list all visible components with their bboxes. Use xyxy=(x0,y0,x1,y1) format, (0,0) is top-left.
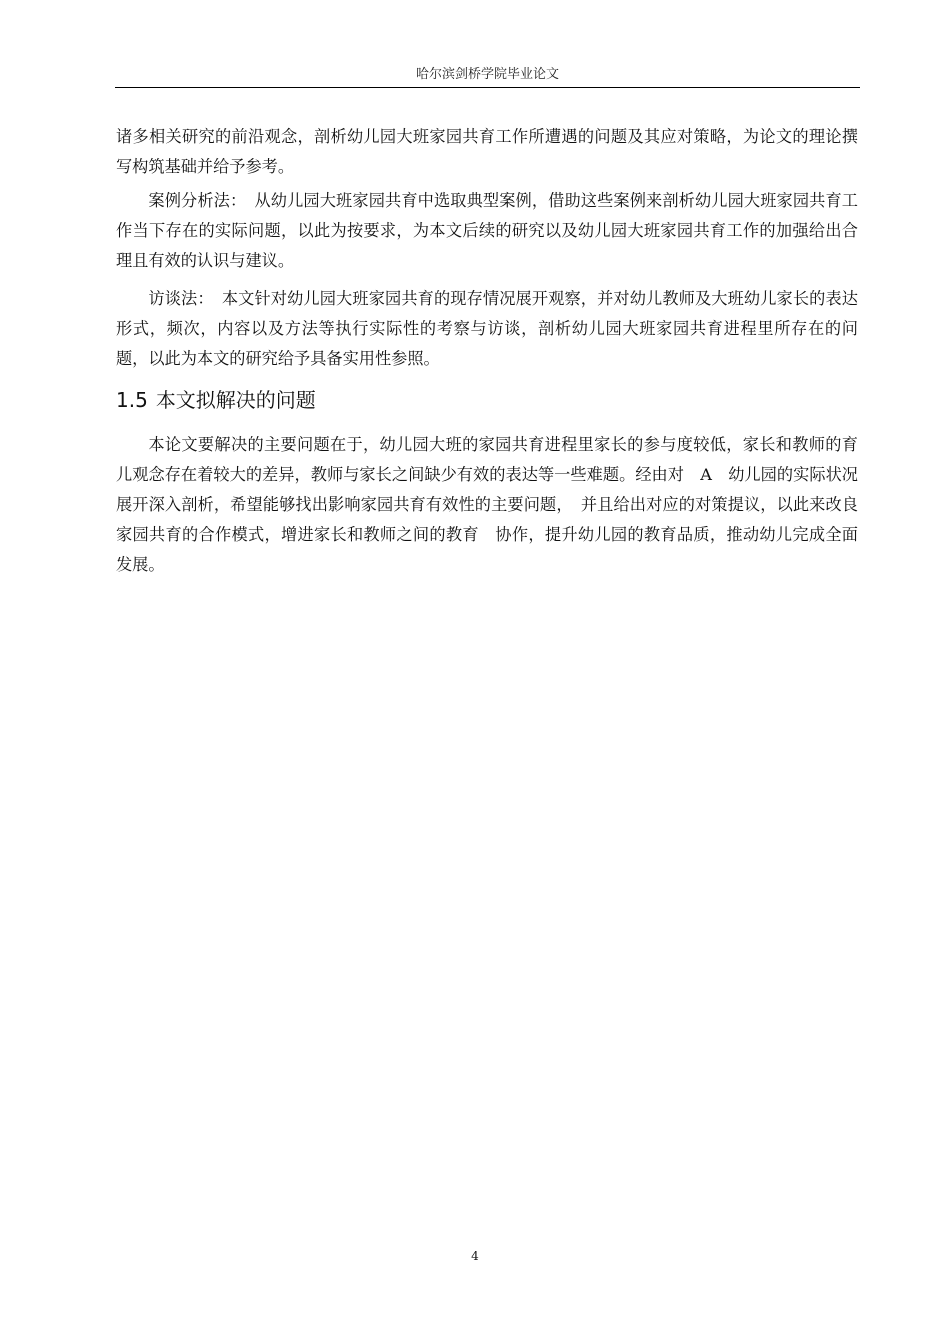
header-divider xyxy=(115,87,860,88)
paragraph-interview: 访谈法： 本文针对幼儿园大班家园共育的现存情况展开观察，并对幼儿教师及大班幼儿家长的表达形式，频次，内容以及方法等执行实际性的考察与访谈，剖析幼儿园大班家园共育进程里所存在的问题，以此为本文的研究给予具备实用性参照。 xyxy=(116,289,858,368)
paragraph-case-analysis: 案例分析法： 从幼儿园大班家园共育中选取典型案例，借助这些案例来剖析幼儿园大班家园共育工作当下存在的实际问题，以此为按要求，为本文后续的研究以及幼儿园大班家园共育工作的加强给出合理且有效的认识与建议。 xyxy=(116,191,858,270)
section-number: 1.5 xyxy=(116,388,148,412)
paragraph-continuation: 诸多相关研究的前沿观念，剖析幼儿园大班家园共育工作所遭遇的问题及其应对策略，为论文的理论撰写构筑基础并给予参考。 xyxy=(116,127,858,176)
page-number: 4 xyxy=(471,1249,479,1263)
running-header: 哈尔滨剑桥学院毕业论文 xyxy=(415,67,559,82)
paragraph-problems: 本论文要解决的主要问题在于，幼儿园大班的家园共育进程里家长的参与度较低，家长和教师的育儿观念存在着较大的差异，教师与家长之间缺少有效的表达等一些难题。经由对 A 幼儿园的实际状况展开深入剖析，希望能够找出影响家园共育有效性的主要问题， 并且给出对应的对策提议，以此来改良家园共育的合作模式，增进家长和教师之间的教育 协作，提升幼儿园的教育品质，推动幼儿完成全面发展。 xyxy=(116,435,858,574)
section-heading xyxy=(116,385,316,415)
section-title: 本文拟解决的问题 xyxy=(155,388,316,412)
